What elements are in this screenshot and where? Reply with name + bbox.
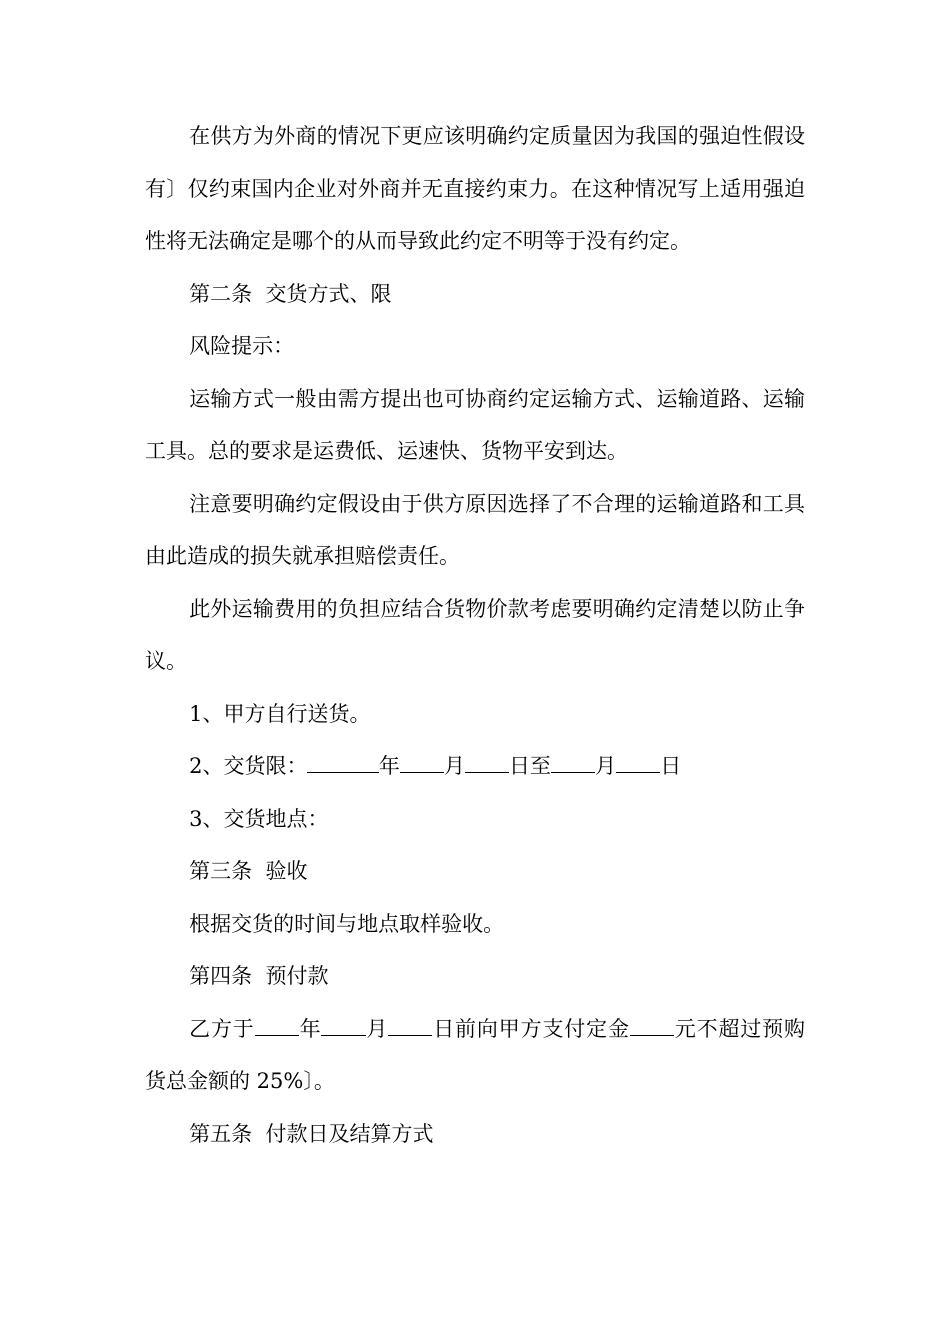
paragraph-inspection: 根据交货的时间与地点取样验收。 — [189, 911, 505, 936]
paragraph-transport-cost: 此外运输费用的负担应结合货物价款考虑要明确约定清楚以防止争议。 — [145, 596, 805, 673]
prepay-suffix: 元不超过预购货总金额的 25%〕。 — [145, 1016, 806, 1093]
risk-tip-label: 风险提示： — [189, 334, 295, 358]
clause-delivery-period — [145, 740, 805, 793]
month-label: 月 — [443, 754, 465, 778]
heading-article-3: 第三条 验收 — [189, 859, 308, 883]
blank-day-field[interactable] — [465, 750, 509, 773]
prepay-month-label: 月 — [365, 1016, 389, 1041]
blank-month-end-field[interactable] — [551, 750, 595, 773]
clause-self-delivery: 1、甲方自行送货。 — [189, 701, 371, 726]
year-label: 年 — [378, 754, 400, 778]
prepay-day-label: 日前向甲方支付定金 — [432, 1016, 630, 1041]
clause-prepayment — [145, 1003, 805, 1108]
blank-prepay-day-field[interactable] — [388, 1012, 432, 1035]
blank-prepay-year-field[interactable] — [255, 1012, 299, 1035]
blank-month-field[interactable] — [400, 750, 444, 773]
heading-article-5: 第五条 付款日及结算方式 — [189, 1121, 434, 1146]
document-body — [145, 110, 805, 1160]
month-end-label: 月 — [595, 754, 617, 778]
clause-delivery-location: 3、交货地点： — [189, 806, 329, 831]
heading-article-4: 第四条 预付款 — [189, 964, 329, 988]
blank-deposit-amount-field[interactable] — [630, 1012, 674, 1035]
paragraph-transport-method: 运输方式一般由需方提出也可协商约定运输方式、运输道路、运输工具。总的要求是运费低、运速快、货物平安到达。 — [145, 386, 805, 463]
day-to-label: 日至 — [509, 754, 552, 778]
blank-year-field[interactable] — [307, 750, 378, 773]
heading-article-2: 第二条 交货方式、限 — [189, 281, 392, 306]
blank-prepay-month-field[interactable] — [321, 1012, 365, 1035]
blank-day-end-field[interactable] — [616, 750, 660, 773]
prepayment-prefix: 乙方于 — [189, 1016, 255, 1041]
day-end-label: 日 — [660, 754, 682, 778]
paragraph-transport-route: 注意要明确约定假设由于供方原因选择了不合理的运输道路和工具由此造成的损失就承担赔偿责任。 — [145, 491, 805, 568]
prepay-year-label: 年 — [298, 1016, 322, 1041]
delivery-period-label: 2、交货限： — [189, 754, 308, 778]
paragraph-quality-note: 在供方为外商的情况下更应该明确约定质量因为我国的强迫性假设有〕仅约束国内企业对外商并无直接约束力。在这种情况写上适用强迫性将无法确定是哪个的从而导致此约定不明等于没有约定。 — [145, 124, 805, 253]
